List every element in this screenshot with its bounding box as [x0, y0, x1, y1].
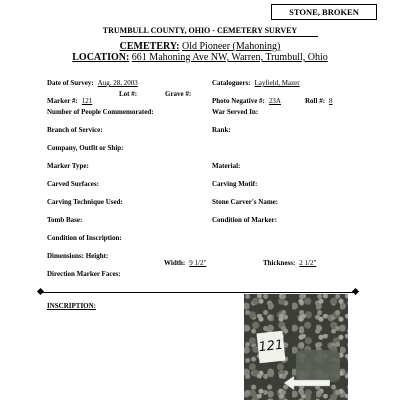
marker-photo	[244, 294, 348, 400]
dimensions-height-label: Dimensions: Height:	[47, 252, 109, 260]
location-label: LOCATION:	[72, 52, 130, 63]
title-underline	[120, 36, 318, 37]
direction-label: Direction Marker Faces:	[47, 270, 121, 278]
marker-value: 121	[81, 97, 93, 105]
branch-label: Branch of Service:	[47, 126, 103, 134]
photo-negative-value: 23A	[268, 97, 281, 105]
location-value: 661 Mahoning Ave NW, Warren, Trumbull, Ohio	[131, 52, 328, 63]
date-field	[47, 72, 138, 90]
cemetery-value: Old Pioneer (Mahoning)	[182, 41, 281, 52]
date-label: Date of Survey:	[47, 79, 94, 87]
material-label: Material:	[212, 162, 241, 170]
thickness-value: 2 1/2"	[299, 259, 317, 267]
photo-number-tag: 121	[257, 331, 286, 364]
photo-negative-field	[212, 90, 281, 108]
cemetery-line	[0, 41, 400, 52]
roll-label: Roll #:	[305, 97, 326, 105]
cemetery-label: CEMETERY:	[119, 41, 180, 52]
width-value: 9 1/2"	[189, 259, 207, 267]
thickness-field	[263, 252, 316, 270]
war-label: War Served In:	[212, 108, 259, 116]
location-line	[0, 52, 400, 63]
cataloguers-label: Cataloguers:	[212, 79, 251, 87]
condition-marker-label: Condition of Marker:	[212, 216, 277, 224]
inscription-label: INSCRIPTION:	[47, 302, 97, 310]
thickness-label: Thickness:	[263, 259, 296, 267]
carving-motif-label: Carving Motif:	[212, 180, 258, 188]
divider-left-diamond	[37, 288, 44, 295]
cataloguers-field	[212, 72, 300, 90]
people-label: Number of People Commemorated:	[47, 108, 154, 116]
marker-label: Marker #:	[47, 97, 78, 105]
width-label: Width:	[164, 259, 186, 267]
condition-inscription-label: Condition of Inscription:	[47, 234, 122, 242]
left-arrow-icon	[284, 376, 330, 390]
marker-field	[47, 90, 92, 108]
tomb-base-label: Tomb Base:	[47, 216, 83, 224]
company-label: Company, Outfit or Ship:	[47, 144, 124, 152]
photo-negative-label: Photo Negative #:	[212, 97, 265, 105]
survey-title: TRUMBULL COUNTY, OHIO - CEMETERY SURVEY	[102, 26, 298, 35]
roll-field	[305, 90, 333, 108]
section-divider	[40, 292, 356, 293]
date-value: Aug. 28, 2003	[97, 79, 138, 87]
rank-label: Rank:	[212, 126, 231, 134]
stone-carver-label: Stone Carver's Name:	[212, 198, 279, 206]
cataloguers-value: Layfield, Mazer	[254, 79, 300, 87]
carved-surfaces-label: Carved Surfaces:	[47, 180, 99, 188]
lot-label: Lot #:	[119, 90, 138, 98]
roll-value: 8	[329, 97, 333, 105]
width-field	[164, 252, 206, 270]
marker-type-label: Marker Type:	[47, 162, 89, 170]
status-badge: STONE, BROKEN	[271, 4, 377, 20]
grave-label: Grave #:	[165, 90, 192, 98]
carving-technique-label: Carving Technique Used:	[47, 198, 123, 206]
divider-right-diamond	[352, 288, 359, 295]
